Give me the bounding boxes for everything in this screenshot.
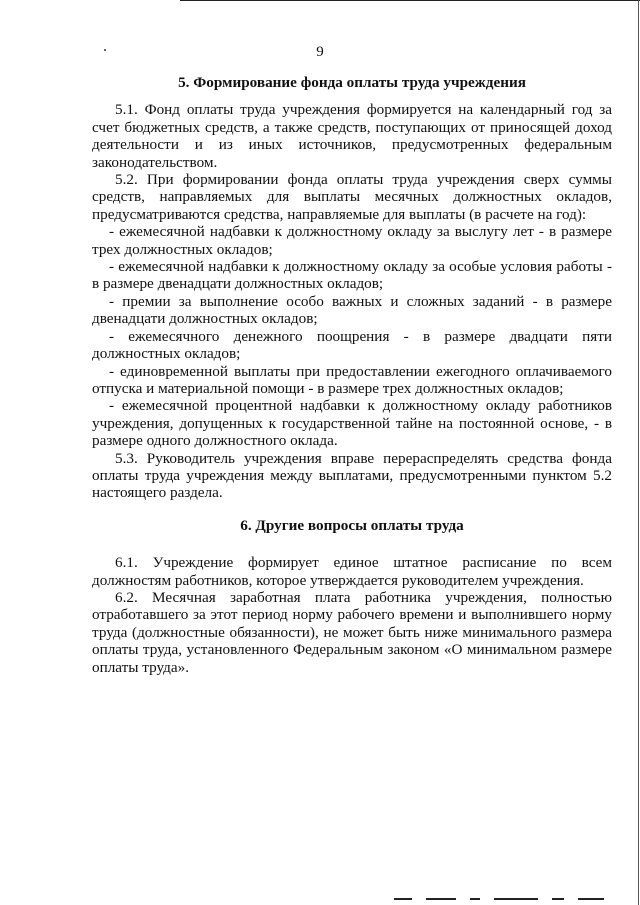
paragraph-5-1: 5.1. Фонд оплаты труда учреждения формируется на календарный год за счет бюджетных средств, а также средств, поступающих от приносящей доход деятельности и из иных источников, предусмотренных федеральным законодательством.: [92, 101, 612, 171]
paragraph-6-1: 6.1. Учреждение формирует единое штатное расписание по всем должностям работников, которое утверждается руководителем учреждения.: [92, 554, 612, 589]
paragraph-6-2: 6.2. Месячная заработная плата работника учреждения, полностью отработавшего за этот период норму рабочего времени и выполнившего норму труда (должностные обязанности), не может быть ниже минимального размера оплаты труда, установленного Федеральным законом «О минимальном размере оплаты труда».: [92, 588, 612, 676]
paragraph-5-3: 5.3. Руководитель учреждения вправе перераспределять средства фонда оплаты труда учреждения между выплатами, предусмотренными пунктом 5.2 настоящего раздела.: [92, 449, 612, 502]
list-item: - ежемесячной надбавки к должностному окладу за выслугу лет - в размере трех должностных окладов;: [92, 223, 612, 258]
scan-bottom-marks: [394, 898, 604, 901]
list-item: - ежемесячной процентной надбавки к должностному окладу работников учреждения, допущенных к государственной тайне на постоянной основе, - в размере одного должностного оклада.: [92, 397, 612, 450]
list-item: - единовременной выплаты при предоставлении ежегодного оплачиваемого отпуска и материальной помощи - в размере трех должностных окладов;: [92, 362, 612, 397]
page-number: 9: [316, 44, 324, 60]
scan-top-edge: [180, 0, 640, 1]
scan-right-edge: [638, 0, 639, 905]
section-5-heading: 5. Формирование фонда оплаты труда учреждения: [178, 74, 526, 91]
document-body: [92, 74, 612, 676]
list-item: - ежемесячного денежного поощрения - в размере двадцати пяти должностных окладов;: [92, 327, 612, 363]
list-item: - премии за выполнение особо важных и сложных заданий - в размере двенадцати должностных окладов;: [92, 292, 612, 328]
section-6-heading: 6. Другие вопросы оплаты труда: [240, 516, 464, 534]
list-item: - ежемесячной надбавки к должностному окладу за особые условия работы - в размере двенадцати должностных окладов;: [92, 258, 612, 293]
paragraph-5-2: 5.2. При формировании фонда оплаты труда учреждения сверх суммы средств, направляемых для выплаты месячных должностных окладов, предусматриваются средства, направляемые для выплаты (в расчете на год):: [92, 171, 612, 223]
